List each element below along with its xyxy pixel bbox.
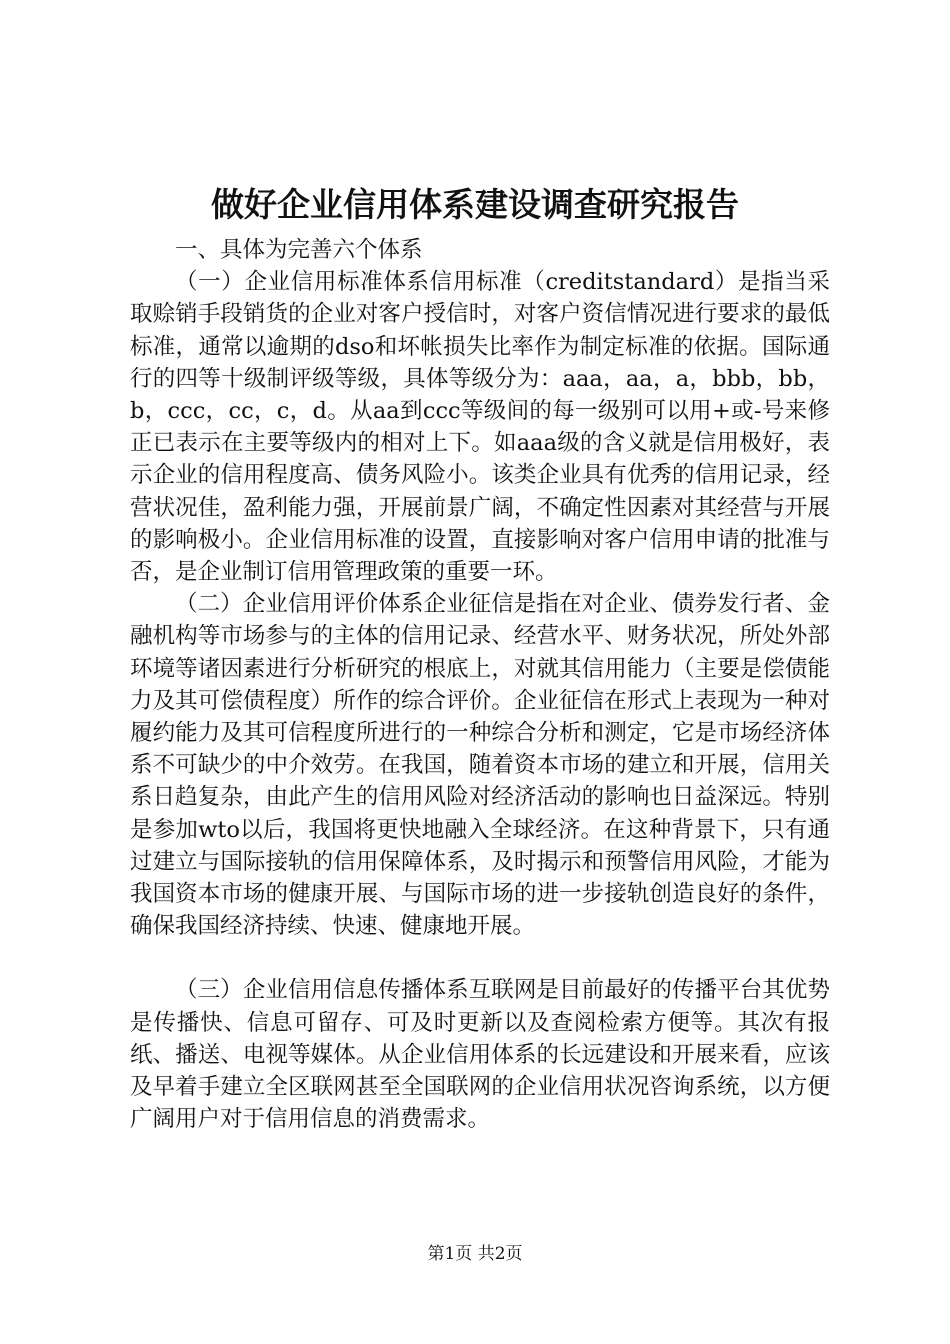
document-body: [130, 234, 830, 1135]
document-title: 做好企业信用体系建设调查研究报告: [211, 185, 739, 224]
paragraph-credit-standard: （一）企业信用标准体系信用标准（creditstandard）是指当采取赊销手段销货的企业对客户授信时，对客户资信情况进行要求的最低标准，通常以逾期的dso和坏帐损失比率作为制定标准的依据。国际通行的四等十级制评级等级，具体等级分为：aaa，aa，a，bbb，bb，b，ccc，cc，c，d。从aa到ccc等级间的每一级别可以用+或-号来修正已表示在主要等级内的相对上下。如aaa级的含义就是信用极好，表示企业的信用程度高、债务风险小。该类企业具有优秀的信用记录，经营状况佳，盈利能力强，开展前景广阔，不确定性因素对其经营与开展的影响极小。企业信用标准的设置，直接影响对客户信用申请的批准与否，是企业制订信用管理政策的重要一环。: [130, 269, 830, 586]
paragraph-credit-information: （三）企业信用信息传播体系互联网是目前最好的传播平台其优势是传播快、信息可留存、可及时更新以及查阅检索方便等。其次有报纸、播送、电视等媒体。从企业信用体系的长远建设和开展来看，应该及早着手建立全区联网甚至全国联网的企业信用状况咨询系统，以方便广阔用户对于信用信息的消费需求。: [130, 977, 830, 1133]
paragraph-credit-evaluation: （二）企业信用评价体系企业征信是指在对企业、债券发行者、金融机构等市场参与的主体的信用记录、经营水平、财务状况，所处外部环境等诸因素进行分析研究的根底上，对就其信用能力（主要是偿债能力及其可偿债程度）所作的综合评价。企业征信在形式上表现为一种对履约能力及其可信程度所进行的一种综合分析和测定，它是市场经济体系不可缺少的中介效劳。在我国，随着资本市场的建立和开展，信用关系日趋复杂，由此产生的信用风险对经济活动的影响也日益深远。特别是参加wto以后，我国将更快地融入全球经济。在这种背景下，只有通过建立与国际接轨的信用保障体系，及时揭示和预警信用风险，才能为我国资本市场的健康开展、与国际市场的进一步接轨创造良好的条件，确保我国经济持续、快速、健康地开展。: [130, 591, 830, 940]
section-heading: 一、具体为完善六个体系: [175, 237, 423, 263]
page-footer: 第1页 共2页: [427, 1244, 523, 1264]
